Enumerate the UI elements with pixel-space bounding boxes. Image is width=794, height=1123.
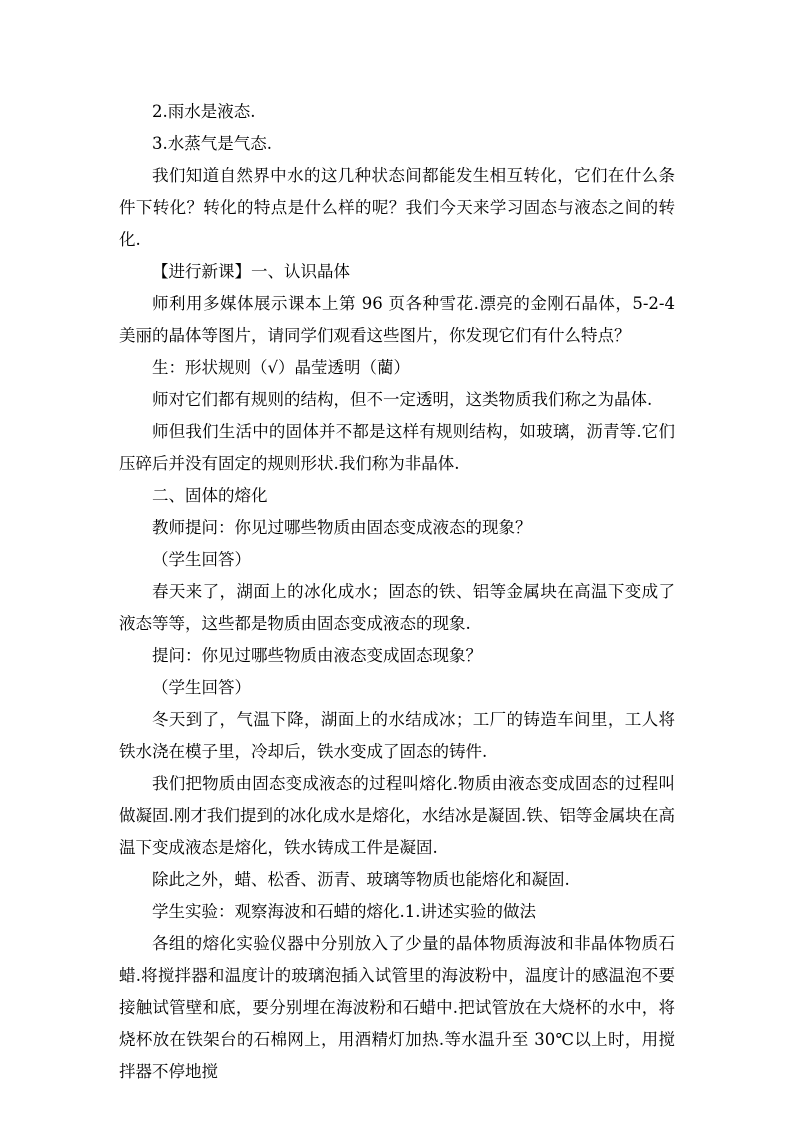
section-heading-melting: 二、固体的熔化 <box>152 486 268 505</box>
paragraph-vapor-gas: 3.水蒸气是气态. <box>152 134 272 153</box>
section-heading-crystal: 【进行新课】一、认识晶体 <box>152 262 350 281</box>
paragraph-question-melting: 教师提问：你见过哪些物质由固态变成液态的现象？ <box>152 518 532 537</box>
document-body <box>119 96 675 1088</box>
paragraph-rain-liquid: 2.雨水是液态. <box>152 102 256 121</box>
paragraph-student-answer-shape: 生：形状规则（√）晶莹透明（藺） <box>152 358 411 377</box>
paragraph-question-freezing: 提问：你见过哪些物质由液态变成固态现象？ <box>152 646 482 665</box>
paragraph-intro-transition: 我们知道自然界中水的这几种状态间都能发生相互转化，它们在什么条件下转化？转化的特点是什么样的呢？我们今天来学习固态与液态之间的转化. <box>119 166 675 249</box>
paragraph-winter-example: 冬天到了，气温下降，湖面上的水结成冰；工厂的铸造车间里，工人将铁水浇在模子里，冷却后，铁水变成了固态的铸件. <box>119 710 675 761</box>
paragraph-spring-example: 春天来了，湖面上的冰化成水；固态的铁、铝等金属块在高温下变成了液态等等，这些都是物质由固态变成液态的现象. <box>119 582 675 633</box>
paragraph-student-answer-1: （学生回答） <box>152 550 251 569</box>
paragraph-other-substances: 除此之外，蜡、松香、沥青、玻璃等物质也能熔化和凝固. <box>152 870 570 889</box>
paragraph-noncrystal-definition: 师但我们生活中的固体并不都是这样有规则结构，如玻璃，沥青等.它们压碎后并没有固定的规则形状.我们称为非晶体. <box>119 422 675 473</box>
paragraph-crystal-definition: 师对它们都有规则的结构，但不一定透明，这类物质我们称之为晶体. <box>152 390 653 409</box>
paragraph-student-experiment: 学生实验：观察海波和石蜡的熔化.1.讲述实验的做法 <box>152 902 536 921</box>
paragraph-teacher-show-images: 师利用多媒体展示课本上第 96 页各种雪花.漂亮的金刚石晶体，5-2-4美丽的晶体等图片，请同学们观看这些图片，你发现它们有什么特点？ <box>119 294 675 345</box>
paragraph-experiment-procedure: 各组的熔化实验仪器中分别放入了少量的晶体物质海波和非晶体物质石蜡.将搅拌器和温度计的玻璃泡插入试管里的海波粉中，温度计的感温泡不要接触试管壁和底，要分别埋在海波粉和石蜡中.把试管放在大烧杯的水中，将烧杯放在铁架台的石棉网上，用酒精灯加热.等水温升至 30℃以上时，用搅拌器不停地搅 <box>119 934 675 1081</box>
paragraph-melting-freezing-definition: 我们把物质由固态变成液态的过程叫熔化.物质由液态变成固态的过程叫做凝固.刚才我们提到的冰化成水是熔化，水结冰是凝固.铁、铝等金属块在高温下变成液态是熔化，铁水铸成工件是凝固. <box>119 774 675 857</box>
paragraph-student-answer-2: （学生回答） <box>152 678 251 697</box>
